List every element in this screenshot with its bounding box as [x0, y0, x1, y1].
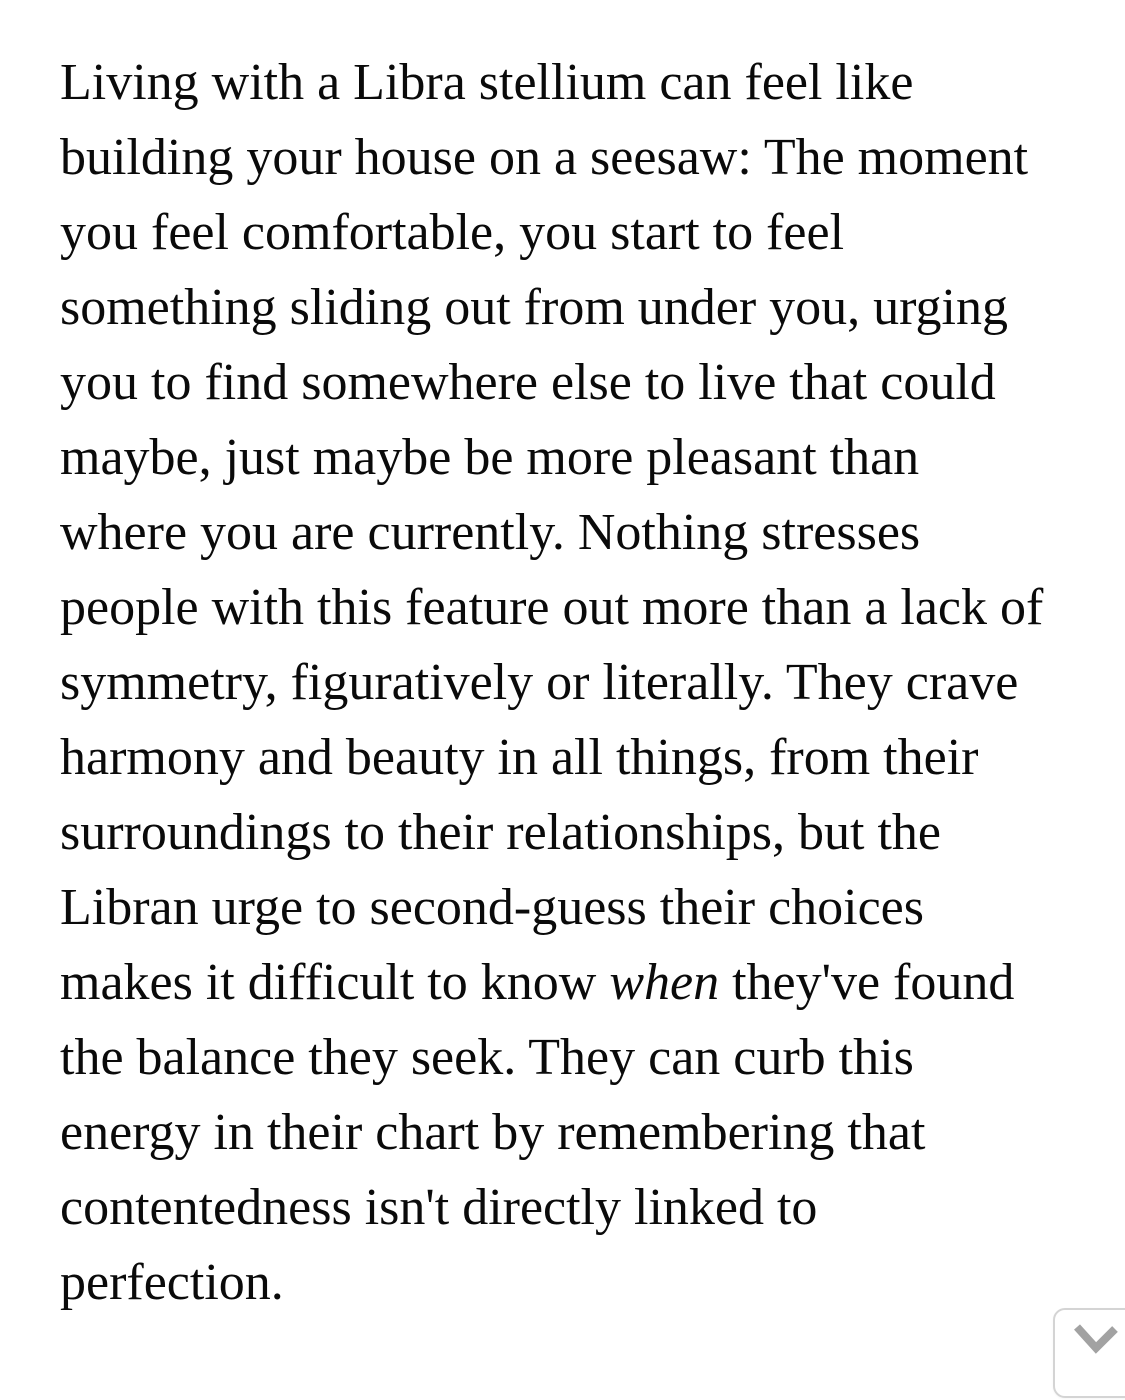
text-line	[60, 945, 1095, 1020]
text-line	[60, 345, 1095, 420]
chevron-down-icon	[1055, 1310, 1125, 1400]
text-line	[60, 870, 1095, 945]
text-line	[60, 1170, 1095, 1245]
text-line	[60, 1245, 1095, 1320]
text-line	[60, 270, 1095, 345]
text-segment: the balance they seek. They can curb this	[60, 1029, 914, 1086]
text-line	[60, 720, 1095, 795]
text-segment: people with this feature out more than a lack of	[60, 579, 1044, 636]
text-segment: something sliding out from under you, urging	[60, 279, 1008, 336]
text-segment: makes it difficult to know	[60, 954, 610, 1011]
text-line	[60, 495, 1095, 570]
text-segment: where you are currently. Nothing stresses	[60, 504, 921, 561]
text-line	[60, 1095, 1095, 1170]
text-line	[60, 645, 1095, 720]
text-line	[60, 195, 1095, 270]
text-segment: Living with a Libra stellium can feel like	[60, 54, 914, 111]
text-segment: surroundings to their relationships, but the	[60, 804, 942, 861]
italic-text: when	[609, 954, 720, 1011]
text-segment: Libran urge to second-guess their choices	[60, 879, 924, 936]
text-segment: contentedness isn't directly linked to	[60, 1179, 818, 1236]
text-segment: maybe, just maybe be more pleasant than	[60, 429, 920, 486]
text-line	[60, 45, 1095, 120]
text-segment: building your house on a seesaw: The moment	[60, 129, 1029, 186]
text-line	[60, 1020, 1095, 1095]
text-segment: you feel comfortable, you start to feel	[60, 204, 845, 261]
text-segment: you to find somewhere else to live that could	[60, 354, 996, 411]
text-line	[60, 420, 1095, 495]
text-segment: symmetry, figuratively or literally. They crave	[60, 654, 1019, 711]
scroll-down-button[interactable]	[1053, 1308, 1125, 1398]
text-line	[60, 570, 1095, 645]
text-segment: energy in their chart by remembering that	[60, 1104, 926, 1161]
text-line	[60, 120, 1095, 195]
text-segment: they've found	[719, 954, 1015, 1011]
text-segment: harmony and beauty in all things, from their	[60, 729, 979, 786]
text-line	[60, 795, 1095, 870]
text-segment: perfection.	[60, 1254, 284, 1311]
